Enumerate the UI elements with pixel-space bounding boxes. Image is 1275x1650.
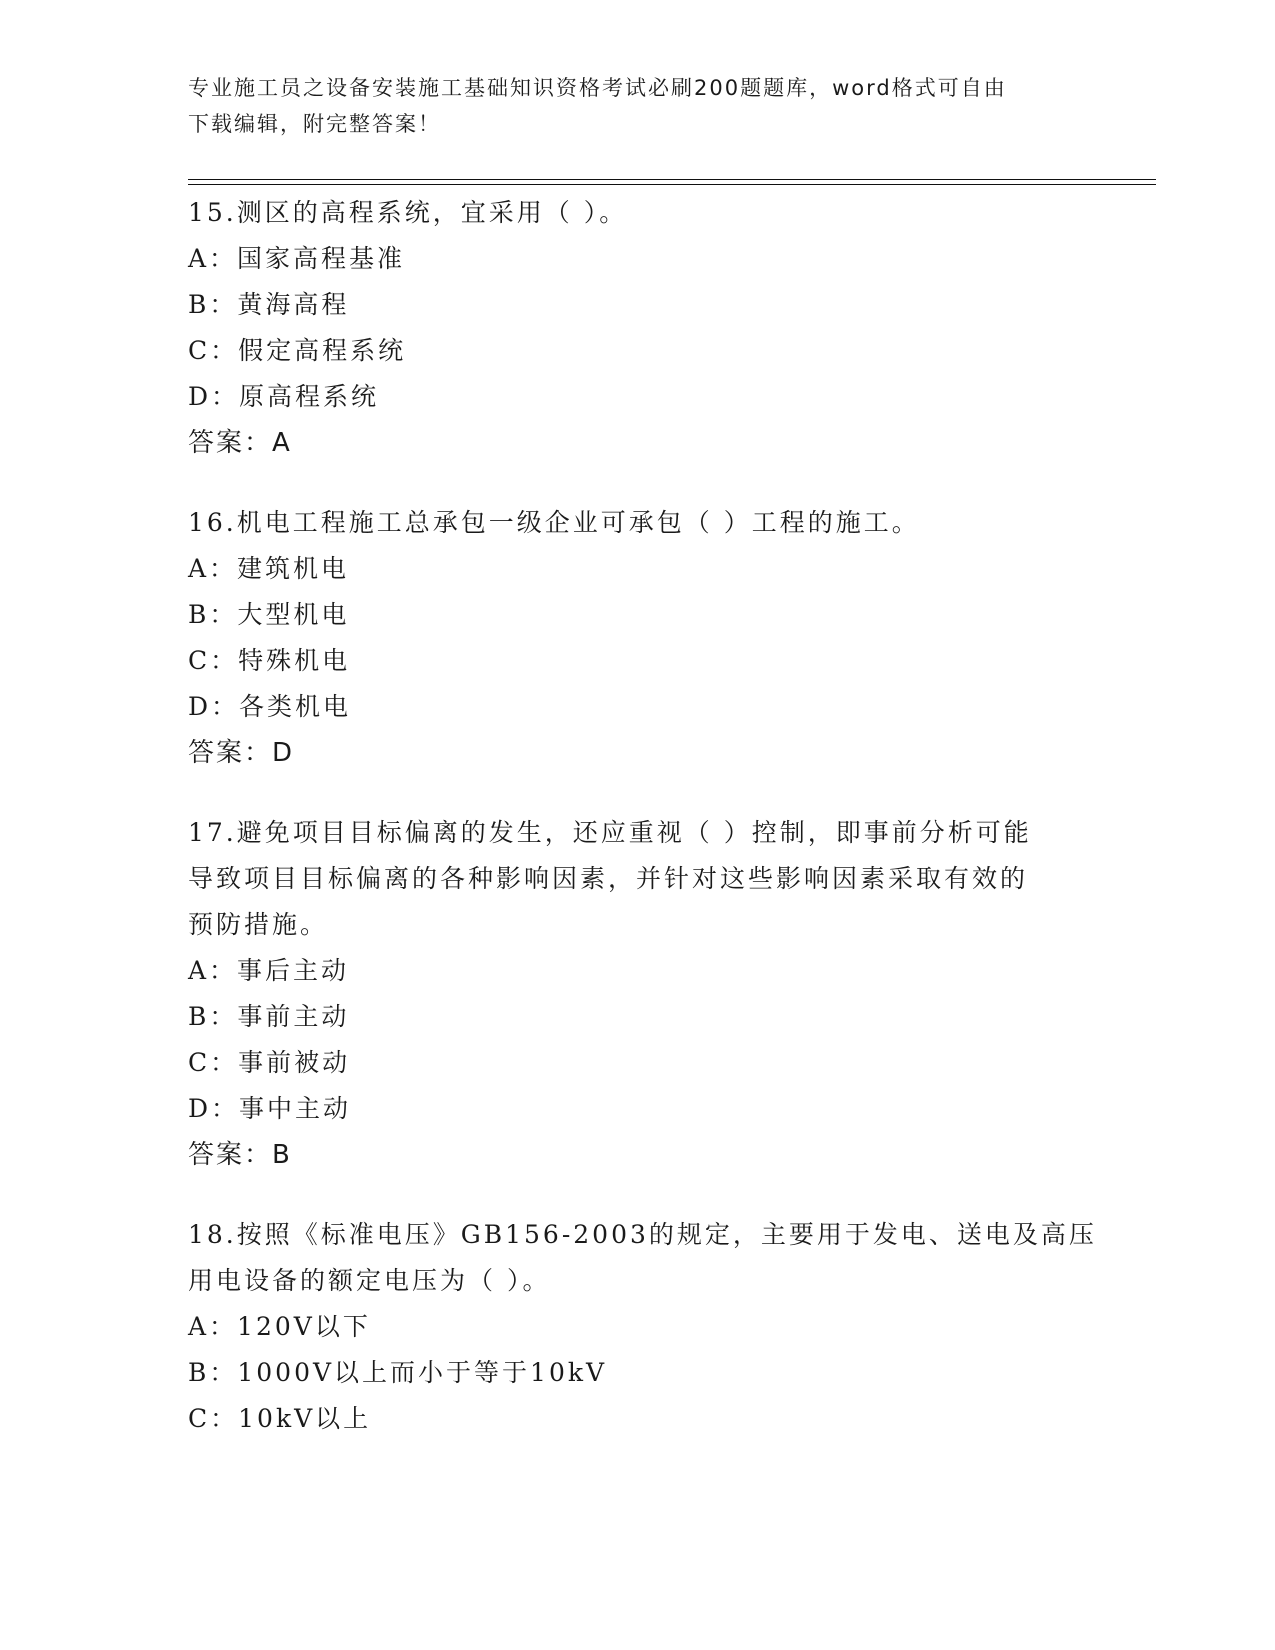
option-c: C：假定高程系统	[188, 336, 407, 365]
question-stem-line-2: 用电设备的额定电压为（ ）。	[188, 1266, 551, 1295]
answer-label: 答案：A	[188, 428, 292, 458]
option-c: C：事前被动	[188, 1048, 351, 1077]
document-header	[188, 70, 1088, 142]
answer-label: 答案：B	[188, 1140, 292, 1170]
question-15	[188, 190, 1088, 466]
option-a: A：事后主动	[188, 956, 350, 985]
question-stem-line-2: 导致项目目标偏离的各种影响因素，并针对这些影响因素采取有效的	[188, 864, 1029, 893]
question-stem-line-3: 预防措施。	[188, 910, 329, 939]
option-d: D：原高程系统	[188, 382, 380, 411]
option-d: D：事中主动	[188, 1094, 352, 1123]
option-c: C：特殊机电	[188, 646, 351, 675]
option-b: B：大型机电	[188, 600, 350, 629]
option-a: A：国家高程基准	[188, 244, 406, 273]
question-stem: 15.测区的高程系统，宜采用（ ）。	[188, 198, 628, 227]
header-divider-top	[188, 179, 1156, 180]
option-c: C：10kV以上	[188, 1404, 372, 1433]
header-line-1: 专业施工员之设备安装施工基础知识资格考试必刷200题题库，word格式可自由	[188, 76, 1007, 100]
question-stem-line-1: 17.避免项目目标偏离的发生，还应重视（ ）控制，即事前分析可能	[188, 818, 1032, 847]
header-divider-bottom	[188, 184, 1156, 185]
option-a: A：120V以下	[188, 1312, 371, 1341]
option-a: A：建筑机电	[188, 554, 350, 583]
option-b: B：黄海高程	[188, 290, 350, 319]
question-stem-line-1: 18.按照《标准电压》GB156-2003的规定，主要用于发电、送电及高压	[188, 1220, 1097, 1249]
answer-label: 答案：D	[188, 738, 295, 768]
option-d: D：各类机电	[188, 692, 352, 721]
question-18	[188, 1212, 1097, 1442]
header-line-2: 下载编辑，附完整答案！	[188, 112, 441, 136]
question-list	[188, 190, 1097, 1476]
question-16	[188, 500, 1088, 776]
option-b: B：1000V以上而小于等于10kV	[188, 1358, 608, 1387]
option-b: B：事前主动	[188, 1002, 350, 1031]
question-stem: 16.机电工程施工总承包一级企业可承包（ ）工程的施工。	[188, 508, 920, 537]
question-17	[188, 810, 1088, 1178]
